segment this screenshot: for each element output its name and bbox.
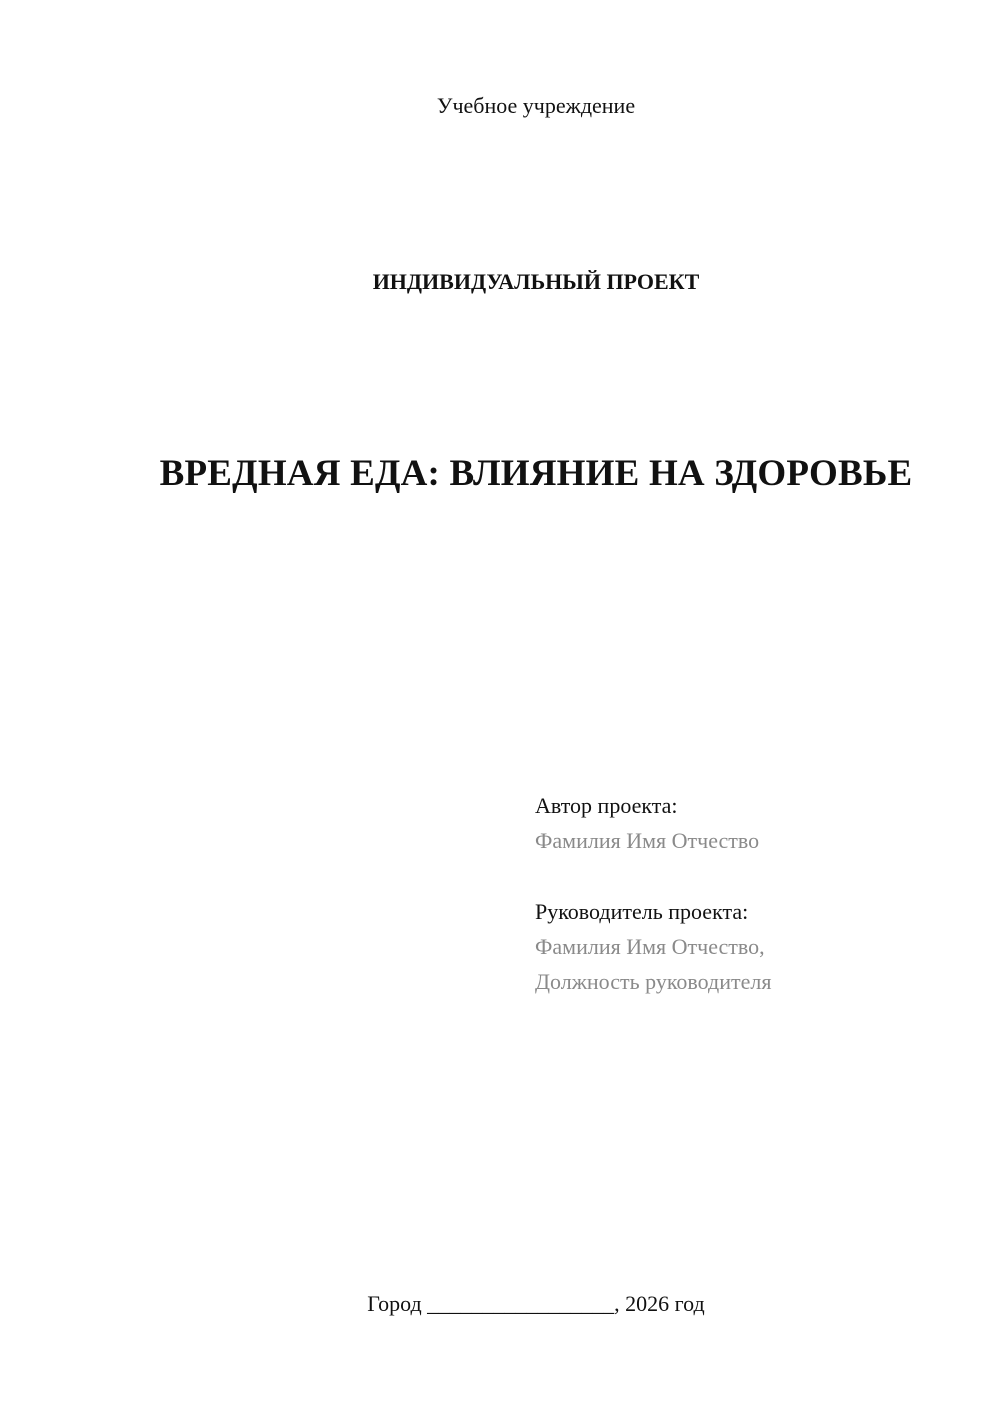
supervisor-name: Фамилия Имя Отчество, <box>535 934 765 959</box>
city-year-line: Город _________________, 2026 год <box>367 1291 705 1316</box>
supervisor-position: Должность руководителя <box>535 969 772 994</box>
project-type-heading: ИНДИВИДУАЛЬНЫЙ ПРОЕКТ <box>372 269 700 294</box>
project-credits <box>535 788 975 999</box>
author-label: Автор проекта: <box>535 793 678 818</box>
supervisor-label: Руководитель проекта: <box>535 899 749 924</box>
spacer <box>535 858 975 894</box>
project-title: ВРЕДНАЯ ЕДА: ВЛИЯНИЕ НА ЗДОРОВЬЕ <box>159 453 913 494</box>
author-name: Фамилия Имя Отчество <box>535 828 760 853</box>
institution-name: Учебное учреждение <box>436 93 636 118</box>
